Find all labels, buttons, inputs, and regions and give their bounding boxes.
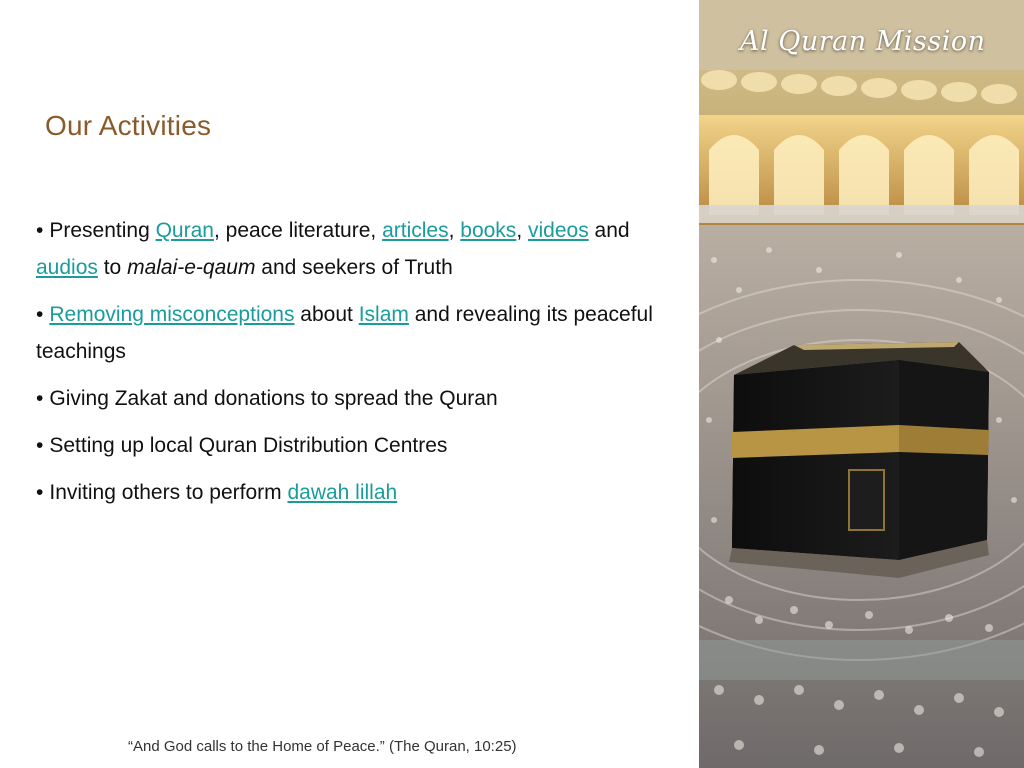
text: Giving Zakat and donations to spread the Quran [49,387,498,410]
kaaba [729,342,989,578]
text: about [294,303,359,326]
link-islam[interactable]: Islam [358,303,409,326]
bullet-dot: • [36,303,44,326]
kaaba-photo [699,0,1024,768]
text: , [448,219,461,242]
italic-term: malai-e-qaum [127,256,256,279]
bullet-item-5 [36,474,676,511]
link-quran[interactable]: Quran [155,219,214,242]
bullet-item-2 [36,296,676,370]
kaaba-illustration [699,0,1024,768]
bullet-item-3 [36,380,676,417]
bullet-list [36,212,676,521]
bullet-item-1 [36,212,676,286]
slide-title: Our Activities [45,110,212,141]
bullet-dot: • [36,387,44,410]
bullet-dot: • [36,481,44,504]
bullet-dot: • [36,219,44,242]
link-dawah-lillah[interactable]: dawah lillah [287,481,398,504]
text: to [97,256,128,279]
text: , peace literature, [213,219,383,242]
text: Setting up local Quran Distribution Centres [49,434,448,457]
link-audios[interactable]: audios [36,256,98,279]
footer-quote: “And God calls to the Home of Peace.” (The Quran, 10:25) [128,738,517,755]
bullet-dot: • [36,434,44,457]
text: Presenting [49,219,156,242]
link-articles[interactable]: articles [382,219,449,242]
link-books[interactable]: books [460,219,517,242]
text: and seekers of Truth [255,256,453,279]
text: and [588,219,630,242]
brand-logo: Al Quran Mission [740,26,986,57]
link-videos[interactable]: videos [527,219,589,242]
bullet-item-4 [36,427,676,464]
tawaf-band [699,640,1024,680]
link-removing-misconceptions[interactable]: Removing misconceptions [49,303,295,326]
text: , [516,219,528,242]
text: Inviting others to perform [49,481,288,504]
arcade-arches [709,135,1019,215]
balcony [699,205,1024,223]
text: and revealing its peaceful teachings [36,303,653,363]
